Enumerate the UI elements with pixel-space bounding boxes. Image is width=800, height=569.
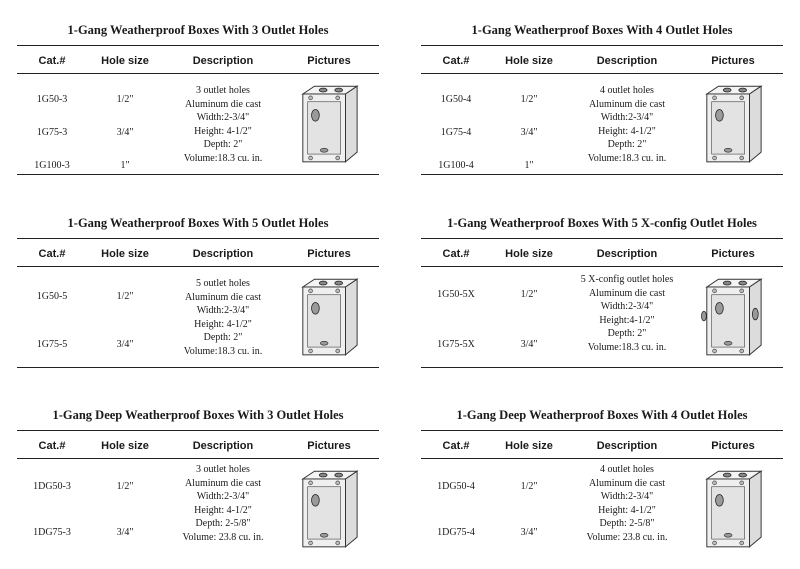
cat-number: 1G75-5X xyxy=(437,339,475,350)
cat-number: 1DG75-4 xyxy=(437,527,475,538)
cat-number: 1G50-5 xyxy=(36,291,68,302)
product-section xyxy=(17,397,379,562)
cat-number: 1DG75-3 xyxy=(33,527,71,538)
cat-number: 1G75-3 xyxy=(36,127,68,138)
weatherproof-box-picture xyxy=(701,84,765,166)
desc-line: Volume:18.3 cu. in. xyxy=(183,152,263,164)
desc-line: Aluminum die cast xyxy=(184,98,262,110)
desc-line: 5 X-config outlet holes xyxy=(580,274,674,285)
header-desc: Description xyxy=(192,248,254,260)
section-title: 1-Gang Weatherproof Boxes With 4 Outlet Holes xyxy=(421,12,783,46)
header-cat: Cat.# xyxy=(38,55,66,67)
hole-size: 1/2" xyxy=(116,94,134,105)
desc-line: Width:2-3/4" xyxy=(600,491,654,503)
desc-line: Height: 4-1/2" xyxy=(194,504,252,516)
desc-line: Volume: 23.8 cu. in. xyxy=(586,531,668,543)
header-hole: Hole size xyxy=(505,440,553,452)
description xyxy=(567,273,687,355)
desc-line: Aluminum die cast xyxy=(588,98,666,110)
header-hole: Hole size xyxy=(101,55,149,67)
header-pic: Pictures xyxy=(307,440,351,452)
hole-size: 1/2" xyxy=(116,481,134,492)
header-hole: Hole size xyxy=(505,55,553,67)
desc-line: Width:2-3/4" xyxy=(196,491,250,503)
cat-number: 1DG50-4 xyxy=(437,481,475,492)
desc-line: Volume:18.3 cu. in. xyxy=(587,152,667,164)
desc-line: 3 outlet holes xyxy=(196,85,250,96)
cat-number: 1G75-5 xyxy=(36,339,68,350)
section-title: 1-Gang Weatherproof Boxes With 3 Outlet Holes xyxy=(17,12,379,46)
table-header xyxy=(17,46,379,74)
desc-line: Height: 4-1/2" xyxy=(194,318,252,330)
section-divider xyxy=(421,367,783,368)
product-section xyxy=(421,397,783,562)
table-header xyxy=(17,239,379,267)
table-header xyxy=(421,239,783,267)
desc-line: Aluminum die cast xyxy=(588,287,666,299)
desc-line: 4 outlet holes xyxy=(600,464,654,475)
table-header xyxy=(421,46,783,74)
hole-size: 3/4" xyxy=(116,527,134,538)
header-cat: Cat.# xyxy=(442,55,470,67)
cat-number: 1G75-4 xyxy=(440,127,472,138)
header-desc: Description xyxy=(192,55,254,67)
description xyxy=(163,277,283,359)
cat-number: 1DG50-3 xyxy=(33,481,71,492)
desc-line: Height: 4-1/2" xyxy=(598,125,656,137)
description xyxy=(567,463,687,545)
weatherproof-box-picture xyxy=(297,84,361,166)
weatherproof-box-picture xyxy=(297,277,361,359)
table-header xyxy=(421,431,783,459)
desc-line: Depth: 2" xyxy=(607,139,647,151)
hole-size: 1/2" xyxy=(520,481,538,492)
desc-line: Depth: 2-5/8" xyxy=(195,518,251,530)
section-title: 1-Gang Deep Weatherproof Boxes With 3 Outlet Holes xyxy=(17,397,379,431)
desc-line: Volume: 23.8 cu. in. xyxy=(182,531,264,543)
description xyxy=(163,84,283,166)
hole-size: 3/4" xyxy=(116,127,134,138)
hole-size: 1/2" xyxy=(520,94,538,105)
header-hole: Hole size xyxy=(101,440,149,452)
hole-size: 1" xyxy=(524,160,534,171)
desc-line: Height: 4-1/2" xyxy=(194,125,252,137)
header-pic: Pictures xyxy=(711,248,755,260)
product-section xyxy=(17,12,379,177)
desc-line: Height:4-1/2" xyxy=(599,314,655,326)
product-section xyxy=(421,12,783,177)
hole-size: 3/4" xyxy=(520,127,538,138)
desc-line: Width:2-3/4" xyxy=(196,112,250,124)
header-cat: Cat.# xyxy=(442,248,470,260)
cat-number: 1G50-4 xyxy=(440,94,472,105)
deep-weatherproof-box-picture xyxy=(701,469,765,551)
description xyxy=(163,463,283,545)
header-pic: Pictures xyxy=(307,248,351,260)
header-cat: Cat.# xyxy=(442,440,470,452)
hole-size: 1/2" xyxy=(116,291,134,302)
desc-line: Height: 4-1/2" xyxy=(598,504,656,516)
desc-line: 4 outlet holes xyxy=(600,85,654,96)
hole-size: 3/4" xyxy=(520,527,538,538)
header-pic: Pictures xyxy=(711,440,755,452)
desc-line: 5 outlet holes xyxy=(196,278,250,289)
cat-number: 1G100-3 xyxy=(34,160,70,171)
product-section xyxy=(421,205,783,370)
header-hole: Hole size xyxy=(505,248,553,260)
product-section xyxy=(17,205,379,370)
section-title: 1-Gang Weatherproof Boxes With 5 Outlet Holes xyxy=(17,205,379,239)
section-title: 1-Gang Weatherproof Boxes With 5 X-config Outlet Holes xyxy=(421,205,783,239)
desc-line: Aluminum die cast xyxy=(184,291,262,303)
header-desc: Description xyxy=(192,440,254,452)
section-divider xyxy=(17,174,379,175)
header-cat: Cat.# xyxy=(38,440,66,452)
header-desc: Description xyxy=(596,55,658,67)
section-title: 1-Gang Deep Weatherproof Boxes With 4 Outlet Holes xyxy=(421,397,783,431)
desc-line: Aluminum die cast xyxy=(184,477,262,489)
header-cat: Cat.# xyxy=(38,248,66,260)
header-hole: Hole size xyxy=(101,248,149,260)
cat-number: 1G50-5X xyxy=(437,289,475,300)
hole-size: 3/4" xyxy=(116,339,134,350)
header-desc: Description xyxy=(596,440,658,452)
weatherproof-box-x-config-picture xyxy=(701,277,765,359)
desc-line: Volume:18.3 cu. in. xyxy=(587,341,667,353)
desc-line: Width:2-3/4" xyxy=(600,301,654,313)
desc-line: Depth: 2-5/8" xyxy=(599,518,655,530)
table-header xyxy=(17,431,379,459)
desc-line: Depth: 2" xyxy=(203,332,243,344)
section-divider xyxy=(421,174,783,175)
desc-line: Width:2-3/4" xyxy=(196,305,250,317)
desc-line: 3 outlet holes xyxy=(196,464,250,475)
header-pic: Pictures xyxy=(307,55,351,67)
desc-line: Aluminum die cast xyxy=(588,477,666,489)
description xyxy=(567,84,687,166)
header-desc: Description xyxy=(596,248,658,260)
desc-line: Depth: 2" xyxy=(607,328,647,340)
desc-line: Depth: 2" xyxy=(203,139,243,151)
header-pic: Pictures xyxy=(711,55,755,67)
hole-size: 1" xyxy=(120,160,130,171)
desc-line: Volume:18.3 cu. in. xyxy=(183,345,263,357)
cat-number: 1G50-3 xyxy=(36,94,68,105)
hole-size: 3/4" xyxy=(520,339,538,350)
desc-line: Width:2-3/4" xyxy=(600,112,654,124)
hole-size: 1/2" xyxy=(520,289,538,300)
deep-weatherproof-box-picture xyxy=(297,469,361,551)
cat-number: 1G100-4 xyxy=(438,160,474,171)
section-divider xyxy=(17,367,379,368)
